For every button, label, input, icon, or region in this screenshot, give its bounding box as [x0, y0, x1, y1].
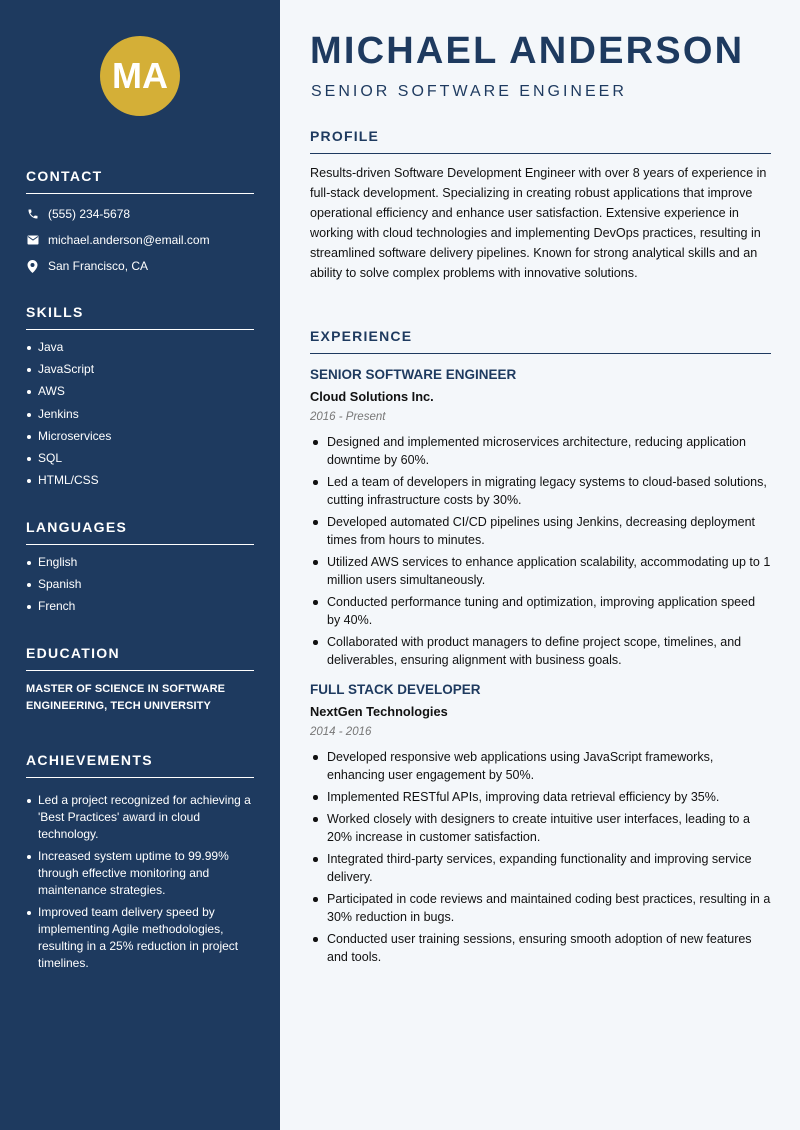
skill-item: Jenkins: [26, 407, 254, 422]
job-bullet: Worked closely with designers to create intuitive user interfaces, leading to a 20% increase in customer satisfaction.: [310, 810, 771, 846]
job-bullet: Developed responsive web applications using JavaScript frameworks, enhancing user engagement by 50%.: [310, 748, 771, 784]
job-entry: [310, 682, 771, 966]
education-degree: MASTER OF SCIENCE IN SOFTWARE ENGINEERING, TECH UNIVERSITY: [26, 683, 226, 712]
profile-heading: PROFILE: [310, 128, 771, 154]
skills-heading: SKILLS: [26, 304, 254, 330]
contact-phone-row: [26, 206, 254, 222]
sidebar: [0, 0, 280, 1130]
job-bullet: Participated in code reviews and maintained coding best practices, resulting in a 30% reduction in bugs.: [310, 890, 771, 926]
language-item: French: [26, 599, 254, 614]
skill-item: AWS: [26, 384, 254, 399]
achievement-item: Led a project recognized for achieving a 'Best Practices' award in cloud technology.: [26, 792, 254, 843]
skills-list: [26, 340, 254, 488]
job-bullet: Conducted performance tuning and optimization, improving application speed by 40%.: [310, 593, 771, 629]
achievements-heading: ACHIEVEMENTS: [26, 752, 254, 778]
job-bullet: Conducted user training sessions, ensuring smooth adoption of new features and tools.: [310, 930, 771, 966]
skill-item: JavaScript: [26, 362, 254, 377]
achievements-list: [26, 792, 254, 972]
achievement-item: Increased system uptime to 99.99% through effective monitoring and maintenance strategies.: [26, 848, 254, 899]
phone-icon: [26, 208, 39, 221]
contact-location: San Francisco, CA: [48, 259, 149, 273]
contact-email[interactable]: michael.anderson@email.com: [48, 233, 210, 247]
job-dates: 2016 - Present: [310, 411, 386, 423]
language-item: English: [26, 555, 254, 570]
profile-text: Results-driven Software Development Engineer with over 8 years of experience in full-stack development. Specializing in creating robust applications that improve operational efficiency and enhance user satisfaction. Extensive experience in working with cloud technologies and implementing DevOps practices, resulting in streamlined software delivery pipelines. Known for strong analytical skills and an ability to solve complex problems with innovative solutions.: [310, 166, 767, 280]
main-content: [280, 0, 800, 1130]
profile-section: [310, 128, 771, 283]
skill-item: SQL: [26, 451, 254, 466]
job-bullet: Led a team of developers in migrating legacy systems to cloud-based solutions, cutting infrastructure costs by 30%.: [310, 473, 771, 509]
languages-list: [26, 555, 254, 614]
contact-section: [26, 168, 254, 274]
job-bullet: Designed and implemented microservices architecture, reducing application downtime by 60%.: [310, 433, 771, 469]
job-bullet: Developed automated CI/CD pipelines using Jenkins, decreasing deployment times from hours to minutes.: [310, 513, 771, 549]
languages-section: [26, 519, 254, 622]
job-bullet: Utilized AWS services to enhance application scalability, accommodating up to 1 million users simultaneously.: [310, 553, 771, 589]
education-heading: EDUCATION: [26, 645, 254, 671]
experience-heading: EXPERIENCE: [310, 328, 771, 354]
job-bullets: [310, 748, 771, 966]
skill-item: HTML/CSS: [26, 473, 254, 488]
skills-section: [26, 304, 254, 495]
job-bullet: Integrated third-party services, expanding functionality and improving service delivery.: [310, 850, 771, 886]
achievements-section: [26, 752, 254, 977]
achievement-item: Improved team delivery speed by implementing Agile methodologies, resulting in a 25% reduction in project timelines.: [26, 904, 254, 972]
candidate-title: SENIOR SOFTWARE ENGINEER: [311, 83, 627, 100]
contact-location-row: [26, 258, 254, 274]
education-section: [26, 645, 254, 715]
job-company: Cloud Solutions Inc.: [310, 389, 434, 404]
job-company: NextGen Technologies: [310, 704, 448, 719]
skill-item: Microservices: [26, 429, 254, 444]
candidate-name: MICHAEL ANDERSON: [310, 30, 745, 72]
job-bullets: [310, 433, 771, 669]
skill-item: Java: [26, 340, 254, 355]
email-icon: [26, 234, 39, 247]
job-title: FULL STACK DEVELOPER: [310, 682, 481, 697]
contact-email-row: [26, 232, 254, 248]
contact-phone: (555) 234-5678: [48, 207, 131, 221]
languages-heading: LANGUAGES: [26, 519, 254, 545]
job-dates: 2014 - 2016: [310, 726, 372, 738]
contact-heading: CONTACT: [26, 168, 254, 194]
location-pin-icon: [26, 260, 39, 273]
language-item: Spanish: [26, 577, 254, 592]
job-bullet: Implemented RESTful APIs, improving data retrieval efficiency by 35%.: [310, 788, 771, 806]
job-title: SENIOR SOFTWARE ENGINEER: [310, 367, 517, 382]
experience-section: [310, 328, 771, 970]
job-entry: [310, 367, 771, 669]
initials-avatar: MA: [100, 36, 180, 116]
job-bullet: Collaborated with product managers to define project scope, timelines, and deliverables, ensuring alignment with business goals.: [310, 633, 771, 669]
